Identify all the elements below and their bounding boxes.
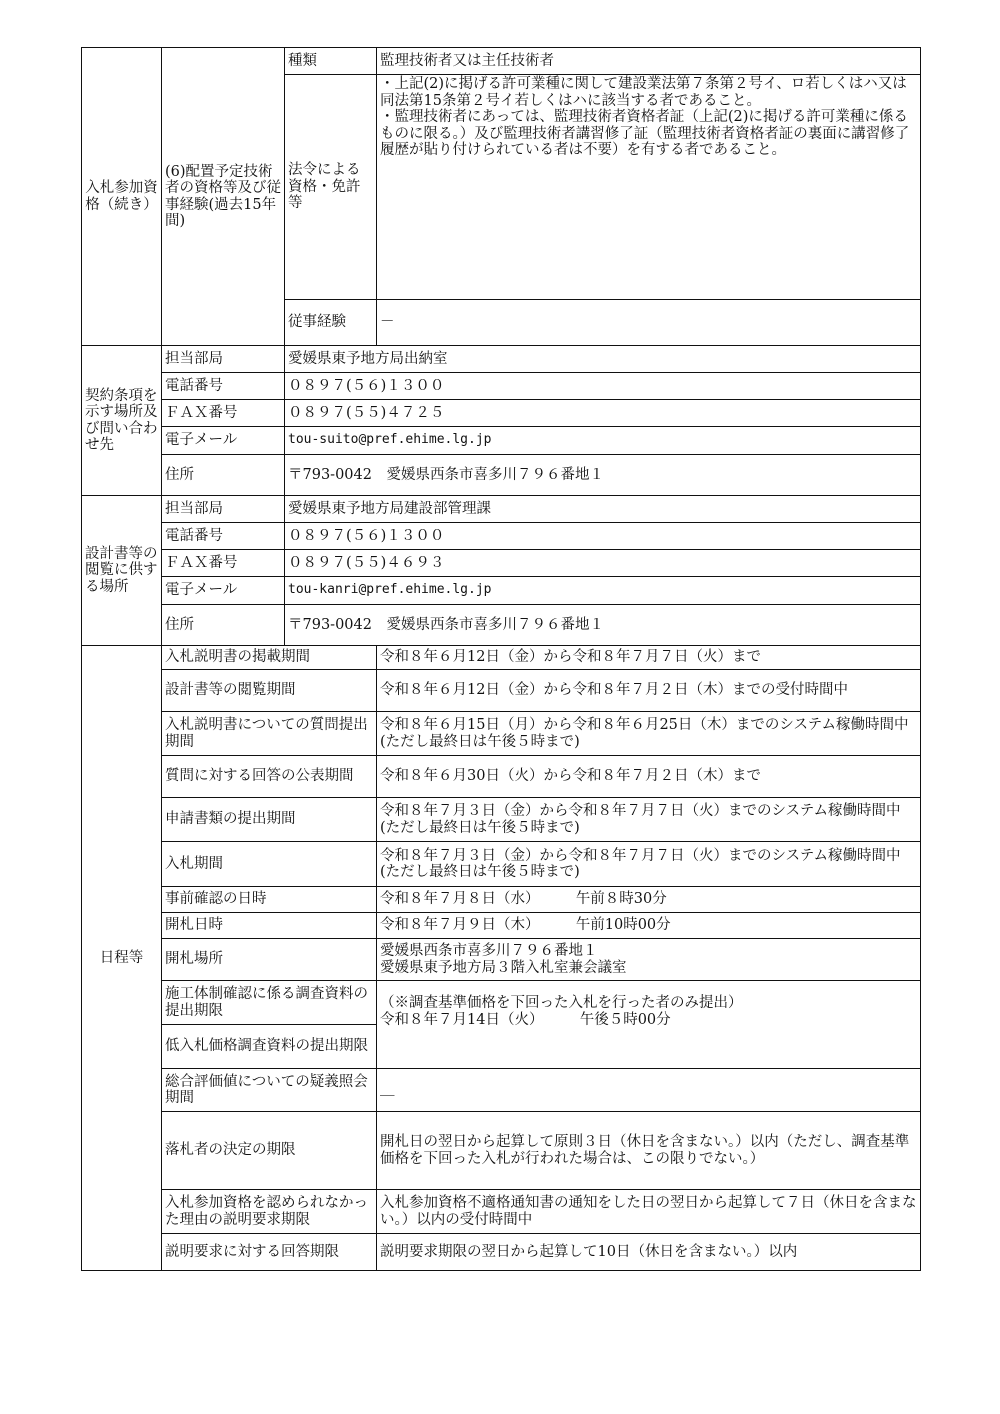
bid-opening-address: 愛媛県西条市喜多川７９６番地１ xyxy=(380,943,598,959)
design-phone-value: ０８９７(５６)１３００ xyxy=(285,523,921,550)
contract-dept-value: 愛媛県東予地方局出納室 xyxy=(285,346,921,373)
schedule-label: 低入札価格調査資料の提出期限 xyxy=(162,1025,377,1069)
schedule-value xyxy=(377,939,921,981)
schedule-label: 申請書類の提出期間 xyxy=(162,798,377,842)
kind-label: 種類 xyxy=(285,48,377,75)
design-dept-value: 愛媛県東予地方局建設部管理課 xyxy=(285,496,921,523)
schedule-label: 総合評価値についての疑義照会期間 xyxy=(162,1069,377,1112)
schedule-label: 説明要求に対する回答期限 xyxy=(162,1234,377,1271)
contract-fax-label: ＦＡＸ番号 xyxy=(162,400,285,427)
design-dept-label: 担当部局 xyxy=(162,496,285,523)
experience-value: － xyxy=(377,300,921,346)
contract-phone-label: 電話番号 xyxy=(162,373,285,400)
kind-value: 監理技術者又は主任技術者 xyxy=(377,48,921,75)
design-phone-label: 電話番号 xyxy=(162,523,285,550)
schedule-value: 令和８年６月12日（金）から令和８年７月２日（木）までの受付時間中 xyxy=(377,670,921,712)
schedule-label: 開札日時 xyxy=(162,913,377,939)
contract-address-value: 〒793-0042 愛媛県西条市喜多川７９６番地１ xyxy=(285,455,921,496)
qualification-section-label: 入札参加資格（続き） xyxy=(82,48,162,346)
bid-opening-room: 愛媛県東予地方局３階入札室兼会議室 xyxy=(380,959,627,976)
survey-deadline-value xyxy=(377,981,921,1069)
design-address-label: 住所 xyxy=(162,605,285,646)
license-value xyxy=(377,75,921,300)
design-email-value[interactable]: tou-kanri@pref.ehime.lg.jp xyxy=(285,577,921,605)
schedule-label: 施工体制確認に係る調査資料の提出期限 xyxy=(162,981,377,1025)
schedule-label: 入札説明書についての質問提出期間 xyxy=(162,712,377,756)
design-fax-label: ＦＡＸ番号 xyxy=(162,550,285,577)
contract-dept-label: 担当部局 xyxy=(162,346,285,373)
contract-email-label: 電子メール xyxy=(162,427,285,455)
contract-contact-section-label: 契約条項を示す場所及び問い合わせ先 xyxy=(82,346,162,496)
license-paragraph-2: ・監理技術者にあっては、監理技術者資格者証（上記(2)に掲げる許可業種に係るものに限る。）及び監理技術者講習修了証（監理技術者資格者証の裏面に講習修了履歴が貼り付けられている者は不要）を有する者であること。 xyxy=(380,109,910,158)
license-label: 法令による資格・免許等 xyxy=(285,75,377,300)
schedule-value: 令和８年７月３日（金）から令和８年７月７日（火）までのシステム稼働時間中(ただし最終日は午後５時まで) xyxy=(377,798,921,842)
schedule-label: 質問に対する回答の公表期間 xyxy=(162,756,377,798)
design-docs-section-label: 設計書等の閲覧に供する場所 xyxy=(82,496,162,646)
schedule-label: 事前確認の日時 xyxy=(162,887,377,913)
design-email-label: 電子メール xyxy=(162,577,285,605)
schedule-label: 入札説明書の掲載期間 xyxy=(162,646,377,670)
contract-email-value[interactable]: tou-suito@pref.ehime.lg.jp xyxy=(285,427,921,455)
schedule-value: ＿ xyxy=(377,1069,921,1112)
design-fax-value: ０８９７(５５)４６９３ xyxy=(285,550,921,577)
schedule-value: 開札日の翌日から起算して原則３日（休日を含まない。）以内（ただし、調査基準価格を下回った入札が行われた場合は、この限りでない。） xyxy=(377,1112,921,1190)
schedule-value: 令和８年７月８日（水） 午前８時30分 xyxy=(377,887,921,913)
schedule-value: 令和８年７月９日（木） 午前10時00分 xyxy=(377,913,921,939)
survey-deadline-note: （※調査基準価格を下回った入札を行った者のみ提出） xyxy=(380,995,743,1011)
schedule-label: 落札者の決定の期限 xyxy=(162,1112,377,1190)
survey-deadline-date: 令和８年７月14日（火） 午後５時00分 xyxy=(380,1011,671,1028)
contract-phone-value: ０８９７(５６)１３００ xyxy=(285,373,921,400)
schedule-label: 入札期間 xyxy=(162,842,377,887)
experience-label: 従事経験 xyxy=(285,300,377,346)
schedule-value: 入札参加資格不適格通知書の通知をした日の翌日から起算して７日（休日を含まない。）以内の受付時間中 xyxy=(377,1190,921,1234)
license-paragraph-1: ・上記(2)に掲げる許可業種に関して建設業法第７条第２号イ、ロ若しくはハ又は同法第15条第２号イ若しくはハに該当する者であること。 xyxy=(380,76,907,109)
schedule-value: 令和８年７月３日（金）から令和８年７月７日（火）までのシステム稼働時間中(ただし最終日は午後５時まで) xyxy=(377,842,921,887)
schedule-section-label: 日程等 xyxy=(82,646,162,1271)
schedule-value: 説明要求期限の翌日から起算して10日（休日を含まない。）以内 xyxy=(377,1234,921,1271)
schedule-label: 入札参加資格を認められなかった理由の説明要求期限 xyxy=(162,1190,377,1234)
contract-address-label: 住所 xyxy=(162,455,285,496)
contract-fax-value: ０８９７(５５)４７２５ xyxy=(285,400,921,427)
schedule-label: 開札場所 xyxy=(162,939,377,981)
schedule-label: 設計書等の閲覧期間 xyxy=(162,670,377,712)
technician-qualification-label: (6)配置予定技術者の資格等及び従事経験(過去15年間) xyxy=(162,48,285,346)
schedule-value: 令和８年６月15日（月）から令和８年６月25日（木）までのシステム稼働時間中(ただし最終日は午後５時まで) xyxy=(377,712,921,756)
schedule-value: 令和８年６月30日（火）から令和８年７月２日（木）まで xyxy=(377,756,921,798)
bid-notice-table xyxy=(81,47,921,1271)
schedule-value: 令和８年６月12日（金）から令和８年７月７日（火）まで xyxy=(377,646,921,670)
design-address-value: 〒793-0042 愛媛県西条市喜多川７９６番地１ xyxy=(285,605,921,646)
